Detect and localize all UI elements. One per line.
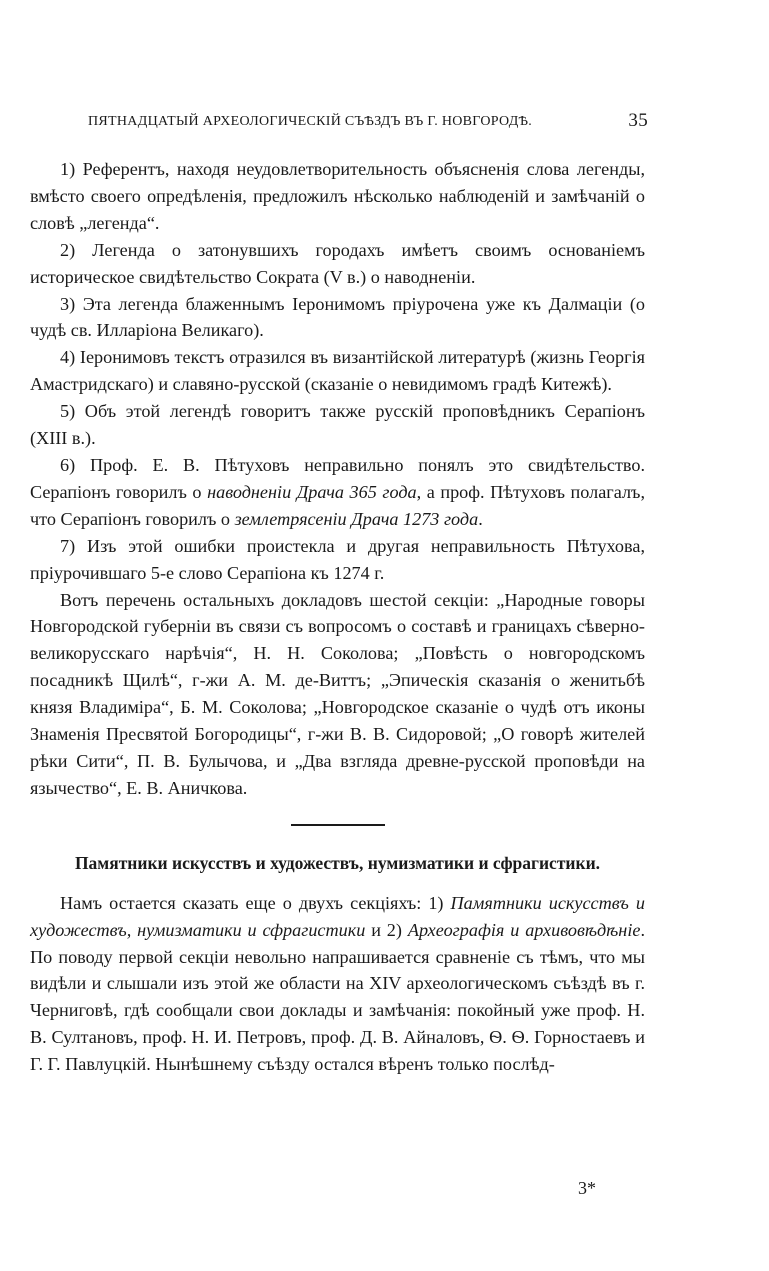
running-title: ПЯТНАДЦАТЫЙ АРХЕОЛОГИЧЕСКІЙ СЪѢЗДЪ ВЪ Г. НОВГОРОДѢ. <box>88 114 533 129</box>
point-6-italic-b: землетрясеніи Драча 1273 года <box>234 508 479 529</box>
final-italic-a: Памятники искусствъ и художествъ, нумизматики и сфрагистики <box>30 892 646 940</box>
page-number: 35 <box>628 110 648 131</box>
paragraph-point-7: 7) Изъ этой ошибки проистекла и другая неправильность Пѣтухова, пріурочившаго 5-е слово Серапіона къ 1274 г. <box>30 535 645 583</box>
paragraph-point-3: 3) Эта легенда блаженнымъ Іеронимомъ пріурочена уже къ Далмаціи (о чудѣ св. Илларіона Великаго). <box>30 293 645 341</box>
final-text-b: и 2) <box>365 919 408 940</box>
paragraph-reports: Вотъ перечень остальныхъ докладовъ шестой секціи: „Народные говоры Новгородской губерніи въ связи съ вопросомъ о составѣ и границахъ сѣверно-великорусскаго нарѣчія“, Н. Н. Соколова; „Повѣсть о новгородскомъ посадникѣ Щилѣ“, г-жи А. М. де-Виттъ; „Эпическія сказанія о женитьбѣ князя Владиміра“, Б. М. Соколова; „Новгородское сказаніе о чудѣ отъ иконы Знаменія Пресвятой Богородицы“, г-жи В. В. Сидоровой; „О говорѣ жителей рѣки Сити“, П. В. Булычова, и „Два взгляда древне-русской проповѣди на язычество“, Е. В. Аничкова. <box>30 589 645 798</box>
paragraph-final <box>30 890 645 1078</box>
body-text <box>30 156 645 1078</box>
final-italic-b: Археографія и архивовѣдѣніе <box>407 919 641 940</box>
point-6-text-a: 6) Проф. Е. В. Пѣтуховъ неправильно понялъ это свидѣтельство. Серапіонъ говорилъ о <box>30 454 645 502</box>
point-6-text-b: , а проф. Пѣтуховъ полагалъ, что Серапіонъ говорилъ о <box>30 481 646 529</box>
section-heading: Памятники искусствъ и художествъ, нумизматики и сфрагистики. <box>74 852 601 873</box>
section-divider <box>291 824 385 826</box>
point-6-text-c: . <box>478 508 483 529</box>
paragraph-point-2: 2) Легенда о затонувшихъ городахъ имѣетъ своимъ основаніемъ историческое свидѣтельство Сократа (V в.) о наводненіи. <box>30 239 645 287</box>
paragraph-point-6 <box>30 452 645 533</box>
final-text-a: Намъ остается сказать еще о двухъ секціяхъ: 1) <box>60 892 451 913</box>
paragraph-point-1: 1) Референтъ, находя неудовлетворительность объясненія слова легенды, вмѣсто своего опредѣленія, предложилъ нѣсколько наблюденій и замѣчаній о словѣ „легенда“. <box>30 159 645 233</box>
final-text-c: . По поводу первой секціи невольно напрашивается сравненіе съ тѣмъ, что мы видѣли и слышали изъ этой же области на XIV археологическомъ съѣздѣ въ г. Черниговѣ, гдѣ сообщали свои доклады и замѣчанія: покойный уже проф. Н. В. Султановъ, проф. Н. И. Петровъ, проф. Д. В. Айналовъ, Ѳ. Ѳ. Горностаевъ и Г. Г. Павлуцкій. Нынѣшнему съѣзду остался вѣренъ только послѣд- <box>30 919 645 1075</box>
point-6-italic-a: наводненіи Драча 365 года <box>207 481 417 502</box>
paragraph-point-5: 5) Объ этой легендѣ говоритъ также русскій проповѣдникъ Серапіонъ (XIII в.). <box>30 401 645 449</box>
paragraph-point-4: 4) Іеронимовъ текстъ отразился въ византійской литературѣ (жизнь Георгія Амастридскаго) и славяно-русской (сказаніе о невидимомъ градѣ Китежѣ). <box>30 347 645 395</box>
signature-mark: 3* <box>578 1178 596 1198</box>
